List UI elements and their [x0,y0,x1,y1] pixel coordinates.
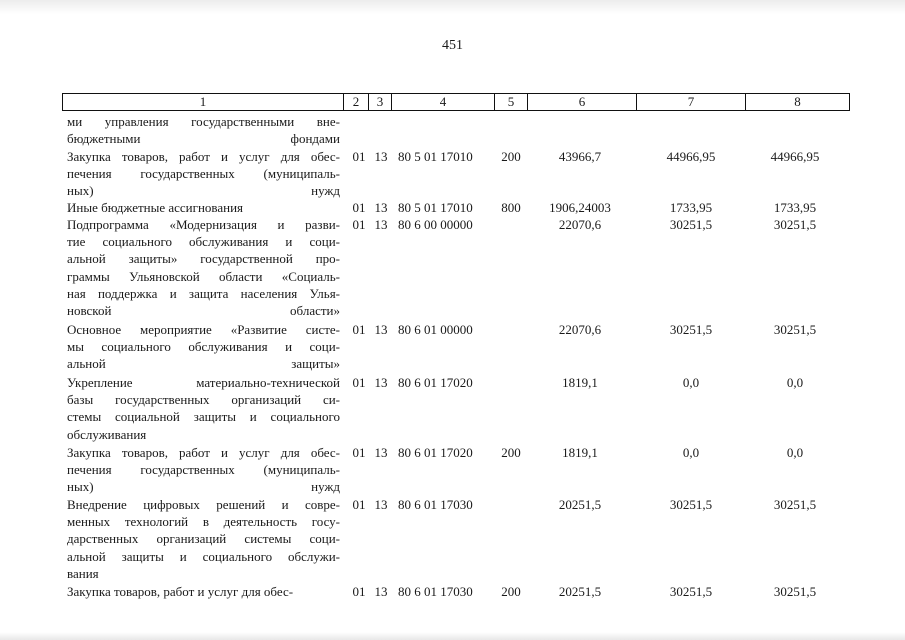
row-name: Закупка товаров, работ и услуг для обес- печения государственных (муниципаль- ных) нужд [67,445,340,495]
row-target-code: 80 6 01 17030 [398,584,473,599]
row-name: ми управления государственными вне- бюджетными фондами [67,114,340,147]
row-amount-7: 0,0 [682,375,700,390]
header-col-2: 2 [343,94,368,110]
row-name: Закупка товаров, работ и услуг для обес- печения государственных (муниципаль- ных) нужд [67,149,340,199]
row-amount-7: 30251,5 [669,584,713,599]
row-section: 01 [352,322,366,337]
header-col-1: 1 [199,94,207,109]
row-subsection: 13 [374,149,388,164]
row-subsection: 13 [374,217,388,232]
row-amount-6: 22070,6 [558,217,602,232]
row-section: 01 [352,217,366,232]
row-subsection: 13 [374,375,388,390]
row-amount-6: 1819,1 [562,445,598,460]
row-name: Внедрение цифровых решений и совре- менных технологий в деятельность госу- дарственных организаций системы соци- альной защиты и социального обслужи- вания [67,497,340,581]
row-subsection: 13 [374,322,388,337]
row-name: Закупка товаров, работ и услуг для обес- [67,584,294,599]
row-amount-7: 30251,5 [669,322,713,337]
row-name: Иные бюджетные ассигнования [67,200,244,215]
row-amount-8: 1733,95 [773,200,817,215]
row-target-code: 80 6 00 00000 [398,217,473,232]
row-section: 01 [352,375,366,390]
row-subsection: 13 [374,445,388,460]
row-amount-8: 0,0 [786,445,804,460]
row-section: 01 [352,149,366,164]
row-expense-type: 800 [501,200,521,215]
row-amount-6: 1819,1 [562,375,598,390]
header-col-8: 8 [745,94,849,110]
row-amount-7: 30251,5 [669,217,713,232]
row-amount-6: 20251,5 [558,497,602,512]
row-section: 01 [352,200,366,215]
scan-top-edge [0,0,905,14]
row-amount-7: 0,0 [682,445,700,460]
page-number: 451 [442,38,463,53]
header-col-7: 7 [636,94,745,110]
row-amount-7: 1733,95 [669,200,713,215]
row-subsection: 13 [374,497,388,512]
row-subsection: 13 [374,200,388,215]
row-name: Укрепление материально-технической базы государственных организаций си- стемы социальной защиты и социального обслуживания [67,375,340,442]
row-amount-8: 30251,5 [773,217,817,232]
row-target-code: 80 5 01 17010 [398,200,473,215]
row-amount-7: 44966,95 [666,149,716,164]
scan-bottom-edge [0,632,905,640]
row-name: Подпрограмма «Модернизация и разви- тие социального обслуживания и соци- альной защиты» государственной про- граммы Ульяновской области «Социаль- ная поддержка и защита населения Улья- новской области» [67,217,340,319]
row-amount-6: 43966,7 [558,149,602,164]
row-target-code: 80 6 01 00000 [398,322,473,337]
row-name: Основное мероприятие «Развитие систе- мы социального обслуживания и соци- альной защиты» [67,322,340,372]
row-amount-6: 22070,6 [558,322,602,337]
row-amount-6: 1906,24003 [549,200,611,215]
row-target-code: 80 6 01 17020 [398,375,473,390]
row-expense-type: 200 [501,584,521,599]
row-subsection: 13 [374,584,388,599]
row-amount-8: 44966,95 [770,149,820,164]
row-amount-8: 30251,5 [773,497,817,512]
row-amount-8: 30251,5 [773,584,817,599]
header-col-4: 4 [391,94,494,110]
row-expense-type: 200 [501,149,521,164]
row-section: 01 [352,445,366,460]
row-amount-6: 20251,5 [558,584,602,599]
row-section: 01 [352,497,366,512]
row-amount-8: 30251,5 [773,322,817,337]
header-col-3: 3 [368,94,391,110]
header-col-6: 6 [527,94,636,110]
table-header [62,93,850,111]
row-target-code: 80 6 01 17020 [398,445,473,460]
row-target-code: 80 5 01 17010 [398,149,473,164]
header-col-5: 5 [494,94,527,110]
row-section: 01 [352,584,366,599]
row-amount-7: 30251,5 [669,497,713,512]
row-amount-8: 0,0 [786,375,804,390]
row-expense-type: 200 [501,445,521,460]
row-target-code: 80 6 01 17030 [398,497,473,512]
